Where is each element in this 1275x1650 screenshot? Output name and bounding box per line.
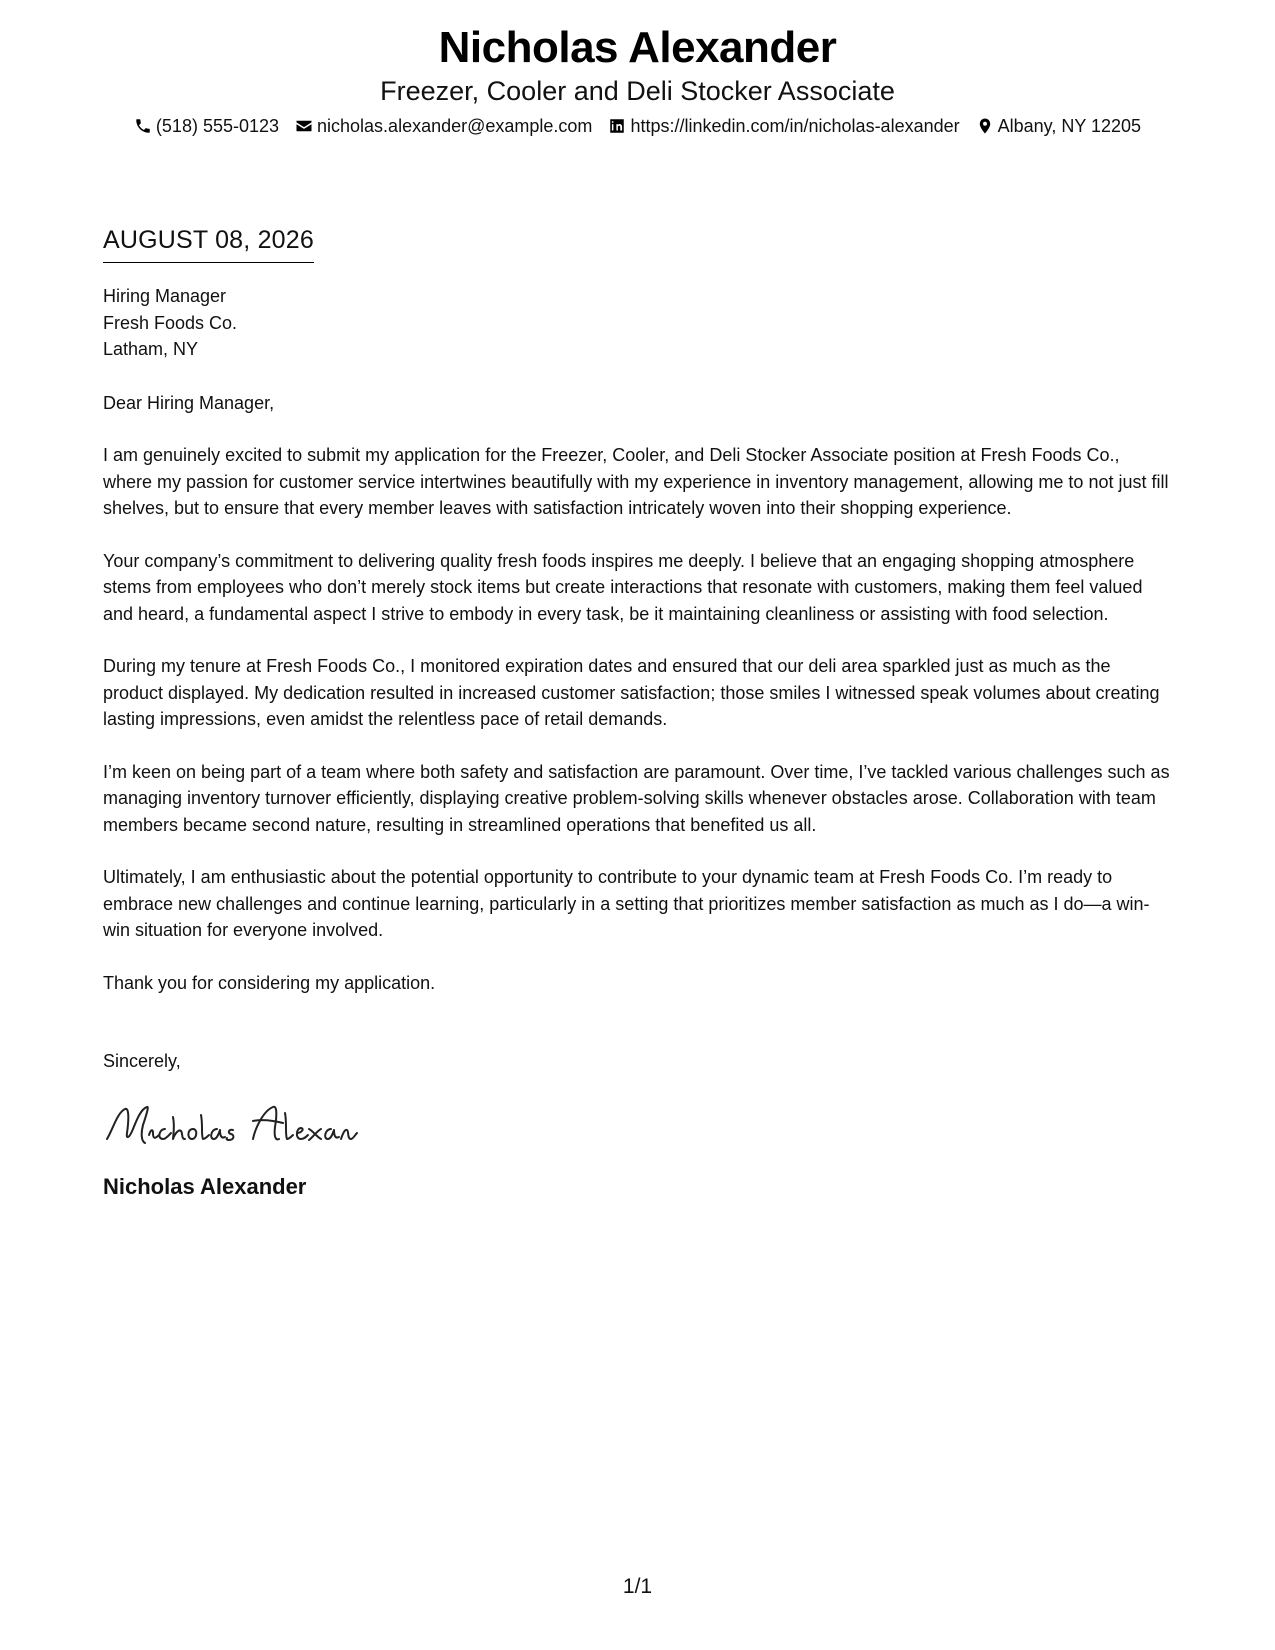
letter-header [0, 22, 1275, 138]
letter-date: AUGUST 08, 2026 [103, 224, 314, 263]
recipient-line: Hiring Manager [103, 286, 227, 306]
location-text: Albany, NY 12205 [997, 116, 1142, 136]
body-paragraph: During my tenure at Fresh Foods Co., I monitored expiration dates and ensured that our deli area sparkled just as much as the product displayed. My dedication resulted in increased customer satisfaction; those smiles I witnessed speak volumes about creating lasting impressions, even amidst the relentless pace of retail demands. [103, 656, 1160, 729]
body-paragraph: Your company’s commitment to delivering quality fresh foods inspires me deeply. I believe that an engaging shopping atmosphere stems from employees who don’t merely stock items but create interactions that resonate with customers, making them feel valued and heard, a fundamental aspect I strive to embody in every task, be it maintaining cleanliness or assisting with food selection. [103, 550, 1143, 624]
signature-image [103, 1099, 363, 1155]
page-number: 1/1 [622, 1575, 653, 1598]
body-paragraph: Ultimately, I am enthusiastic about the potential opportunity to contribute to your dynamic team at Fresh Foods Co. I’m ready to embrace new challenges and continue learning, particularly in a setting that prioritizes member satisfaction as much as I do—a win-win situation for everyone involved. [103, 867, 1150, 940]
contact-phone [134, 114, 279, 138]
contact-linkedin [608, 114, 959, 138]
job-title: Freezer, Cooler and Deli Stocker Associate [380, 76, 895, 106]
applicant-name: Nicholas Alexander [438, 23, 837, 72]
body-paragraph: I am genuinely excited to submit my application for the Freezer, Cooler, and Deli Stocker Associate position at Fresh Foods Co., where my passion for customer service intertwines beautifully with my experience in inventory management, allowing me to not just fill shelves, but to ensure that every member leaves with satisfaction intricately woven into their shopping experience. [103, 445, 1169, 518]
contact-location [976, 114, 1141, 138]
recipient-line: Latham, NY [103, 339, 199, 359]
letter-body [103, 224, 1173, 1201]
handwritten-signature [103, 1099, 1173, 1159]
phone-icon [134, 117, 152, 135]
contact-info [0, 114, 1275, 138]
envelope-icon [295, 117, 313, 135]
phone-text: (518) 555-0123 [155, 116, 280, 136]
signer-name: Nicholas Alexander [103, 1173, 307, 1199]
body-paragraph: I’m keen on being part of a team where both safety and satisfaction are paramount. Over time, I’ve tackled various challenges such as managing inventory turnover efficiently, displaying creative problem-solving skills whenever obstacles arose. Collaboration with team members became second nature, resulting in streamlined operations that benefited us all. [103, 761, 1170, 835]
linkedin-icon [608, 117, 626, 135]
linkedin-text: https://linkedin.com/in/nicholas-alexander [630, 116, 960, 136]
contact-email [295, 114, 592, 138]
salutation: Dear Hiring Manager, [103, 392, 275, 413]
recipient-block [103, 283, 1173, 363]
body-paragraph: Thank you for considering my application. [103, 972, 436, 993]
recipient-line: Fresh Foods Co. [103, 312, 238, 333]
closing: Sincerely, [103, 1051, 181, 1071]
email-text: nicholas.alexander@example.com [317, 116, 593, 136]
location-pin-icon [976, 117, 994, 135]
